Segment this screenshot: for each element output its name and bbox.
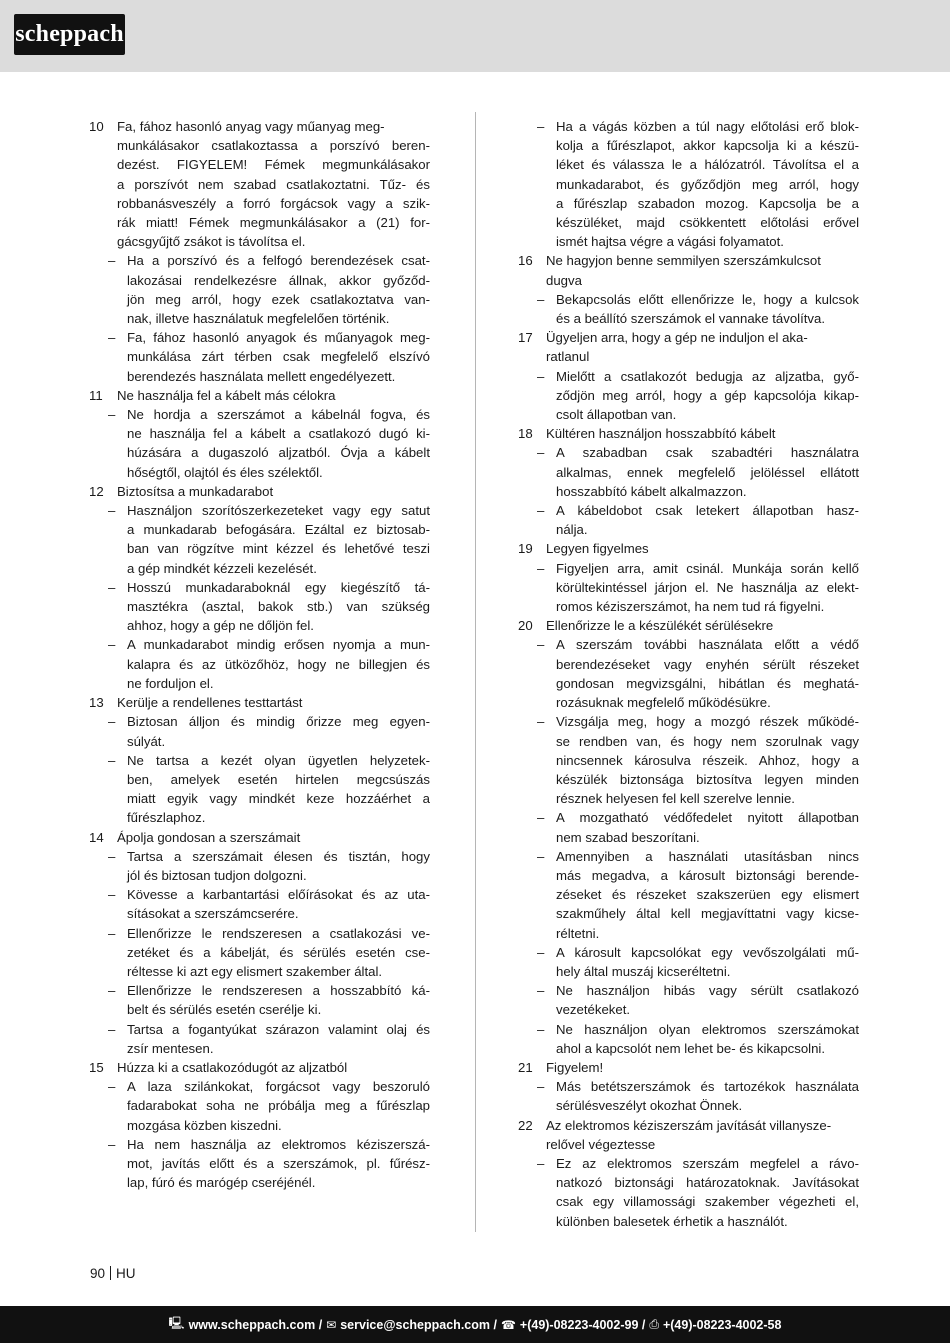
item-number: 15 (89, 1059, 104, 1075)
sub-point-line: romos kéziszerszámot, ha nem tud rá figyelni. (556, 599, 825, 615)
sub-point-line: nincsennek károsulva részeik. Ahhoz, hogy a (556, 752, 859, 768)
sub-point-line: Ha a porszívó és a felfogó berendezések csat- (127, 253, 430, 269)
dash-bullet: – (108, 637, 116, 653)
contact-footer (0, 1306, 950, 1343)
sub-point-line: belt és sérülés esetén cserélje ki. (127, 1002, 322, 1018)
sub-point-line: munkadarabot, és győződjön meg arról, hogy (556, 176, 859, 192)
sub-point-line: és a beállító szerszámok el vannake távolítva. (556, 311, 826, 327)
sub-point-line: alkalmas, ennek megfelelő jelöléssel ellátott (556, 464, 859, 480)
sub-point-line: húzására a dugaszoló aljzatból. Óvja a kábelt (127, 445, 430, 461)
dash-bullet: – (537, 848, 545, 864)
safety-item (518, 117, 859, 251)
item-heading-text: Ügyeljen arra, hogy a gép ne induljon el aka- (546, 330, 808, 346)
page-number-area (90, 1265, 136, 1283)
sub-point-line: készüléket, majd csökkentett előtolási erővel (556, 215, 859, 231)
sub-point-text (127, 1135, 430, 1193)
dash-bullet: – (537, 560, 545, 576)
sub-point-line: Biztosan álljon és mindig őrizze meg egyen- (127, 714, 430, 730)
sub-point-line: lakozásai rendelkezésre állnak, akkor győződ- (127, 272, 430, 288)
item-heading-text: Legyen figyelmes (546, 541, 649, 557)
sub-point-line: berendezés használata mellett engedélyezett. (127, 368, 396, 384)
sub-point-line: se rendben van, és hogy nem szorulnak vagy (556, 733, 859, 749)
sub-point-line: A mozgatható védőfedelet nyitott állapotban (556, 810, 859, 826)
sub-point-line: mozgása közben kiszedni. (127, 1117, 282, 1133)
page-number: 90 (90, 1266, 106, 1281)
sub-point-line: zsír mentesen. (127, 1040, 214, 1056)
sub-point-line: ismét hajtsa végre a vágási folyamatot. (556, 234, 784, 250)
item-number: 18 (518, 426, 533, 442)
sub-point-text (556, 712, 859, 808)
sub-point-line: súlyát. (127, 733, 166, 749)
footer-phone: +(49)-08223-4002-99 / (519, 1317, 646, 1332)
item-heading-text: Ellenőrizze le a készülékét sérülésekre (546, 618, 774, 634)
sub-point (89, 1077, 430, 1135)
sub-point (89, 251, 430, 328)
sub-point-line: Ne hordja a szerszámot a kábelnál fogva, és (127, 407, 430, 423)
sub-point-line: gondosan megvizsgálni, hibátlan és meghatá- (556, 675, 859, 691)
sub-point-text (556, 290, 859, 328)
item-heading-line (518, 424, 859, 443)
safety-item (518, 539, 859, 616)
sub-point (89, 501, 430, 578)
dash-bullet: – (108, 925, 116, 941)
sub-point-line: fadarabokat soha ne próbálja meg a fűrészlap (127, 1098, 430, 1114)
sub-point-text (127, 924, 430, 982)
sub-point (518, 1020, 859, 1058)
language-code: HU (116, 1266, 136, 1281)
sub-point (89, 1135, 430, 1193)
sub-point-line: Ha a vágás közben a túl nagy előtolási erő blok- (556, 119, 859, 134)
safety-item (518, 1116, 859, 1231)
item-number: 19 (518, 541, 533, 557)
sub-point-line: vezetékeket. (556, 1002, 631, 1018)
item-continuation-line: rák miatt! Fémek megmunkálásakor a (21) for- (117, 215, 430, 231)
sub-point-line: ahol a kapcsolót nem lehet be- és kikapcsolni. (556, 1040, 826, 1056)
sub-point-text (127, 251, 430, 328)
safety-item (89, 386, 430, 482)
sub-point (518, 1077, 859, 1115)
sub-point-line: más megadva, a károsult biztonsági berende- (556, 867, 859, 883)
phone-icon: ☎ (500, 1317, 516, 1332)
dash-bullet: – (108, 253, 116, 269)
item-heading-line (518, 1058, 859, 1077)
dash-bullet: – (108, 714, 116, 730)
sub-point (89, 405, 430, 482)
sub-point-text (556, 943, 859, 981)
sub-point (89, 712, 430, 750)
sub-point-line: munkálása zárt térben csak megfelelő elszívó (127, 349, 430, 365)
sub-point-line: ne forduljon el. (127, 675, 214, 691)
sub-point-line: Bekapcsolás előtt ellenőrizze le, hogy a kulcsok (556, 291, 859, 307)
item-heading-text: Húzza ki a csatlakozódugót az aljzatból (117, 1059, 348, 1075)
sub-point-line: A károsult kapcsolókat egy vevőszolgálati mű- (556, 944, 859, 960)
item-heading-line (89, 1058, 430, 1077)
sub-point-text (556, 981, 859, 1019)
sub-point-text (127, 405, 430, 482)
monitor-icon: 🖳 (168, 1316, 185, 1330)
sub-point (518, 808, 859, 846)
safety-item (89, 482, 430, 693)
item-continuation-line: munkálásakor csatlakoztassa a porszívó beren- (117, 138, 430, 154)
sub-point-text (127, 885, 430, 923)
sub-point (518, 290, 859, 328)
dash-bullet: – (108, 407, 116, 423)
fax-icon: ⎙ (649, 1317, 659, 1331)
dash-bullet: – (108, 503, 116, 519)
item-heading-text: Ápolja gondosan a szerszámait (117, 829, 301, 845)
sub-point-text (556, 1077, 859, 1115)
sub-point (518, 943, 859, 981)
sub-point-line: Figyeljen arra, amit csinál. Munkája során kellő (556, 560, 859, 576)
header-band (0, 0, 950, 72)
sub-point-line: különben balesetek érhetik a használót. (556, 1213, 788, 1229)
item-heading-text: Kerülje a rendellenes testtartást (117, 695, 303, 711)
item-continuation-line: ratlanul (546, 349, 590, 365)
dash-bullet: – (108, 579, 116, 595)
dash-bullet: – (108, 1079, 116, 1095)
sub-point-line: ben, amelyek esetén hirtelen megcsúszás (127, 771, 430, 787)
dash-bullet: – (537, 368, 545, 384)
sub-point-text (556, 367, 859, 425)
dash-bullet: – (537, 445, 545, 461)
sub-point-line: Tartsa a fogantyúkat szárazon valamint olaj és (127, 1021, 430, 1037)
sub-point-line: Vizsgálja meg, hogy a mozgó részek működé- (556, 714, 859, 730)
sub-point (89, 1020, 430, 1058)
safety-item (89, 693, 430, 827)
item-continuation-line: dugva (546, 272, 582, 288)
dash-bullet: – (108, 1136, 116, 1152)
item-continuation-line: relővel végeztesse (546, 1136, 656, 1152)
sub-point (518, 443, 859, 501)
sub-point-line: ban van rögzítve mint kézzel és lehetővé teszi (127, 541, 430, 557)
scheppach-logo: scheppach (14, 14, 125, 55)
item-number: 11 (89, 387, 103, 403)
sub-point-line: A laza szilánkokat, forgácsot vagy beszoruló (127, 1079, 430, 1095)
item-number: 12 (89, 483, 104, 499)
sub-point-line: a munkadarab befogására. Ezáltal ez biztosab- (127, 522, 430, 538)
footer-fax: +(49)-08223-4002-58 (662, 1317, 782, 1332)
sub-point-line: fűrészlaphoz. (127, 810, 206, 826)
sub-point (89, 924, 430, 982)
sub-point-line: nak, illetve használatuk megfelelően történik. (127, 311, 390, 327)
sub-point-text (556, 635, 859, 712)
item-heading-line (518, 328, 859, 347)
sub-point-line: A szabadban csak szabadtéri használatra (556, 445, 859, 461)
sub-point-line: a gép mindkét kézzeli kezelését. (127, 560, 317, 576)
sub-point-text (556, 1020, 859, 1058)
sub-point-text (127, 981, 430, 1019)
sub-point-line: Kövesse a karbantartási előírásokat és az uta- (127, 887, 430, 903)
sub-point-line: A kábeldobot csak letekert állapotban hasz- (556, 503, 859, 519)
sub-point-text (556, 501, 859, 539)
sub-point-line: szakműhely által kell megjavíttatni vagy kicse- (556, 906, 859, 922)
dash-bullet: – (537, 503, 545, 519)
dash-bullet: – (537, 637, 545, 653)
right-column (518, 117, 859, 1231)
sub-point-line: natkozó biztonsági határozatoknak. Javításokat (556, 1175, 859, 1191)
dash-bullet: – (537, 983, 545, 999)
dash-bullet: – (108, 983, 116, 999)
item-heading-line (89, 386, 430, 405)
item-number: 14 (89, 829, 104, 845)
sub-point-line: nálja. (556, 522, 588, 538)
item-number: 10 (89, 119, 104, 134)
sub-point-line: zéseket és részeket szakszerüen egy elismert (556, 887, 859, 903)
dash-bullet: – (537, 1079, 545, 1095)
sub-point (89, 885, 430, 923)
sub-point-line: Ne tartsa a kezét olyan ügyetlen helyzetek- (127, 752, 430, 768)
sub-point-line: masztékra (asztal, bakok stb.) van szükség (127, 599, 430, 615)
sub-point (89, 751, 430, 828)
sub-point-line: Fa, fához hasonló anyagok és műanyagok meg- (127, 330, 430, 346)
sub-point-line: lap, fúró és marógép cseréjénél. (127, 1175, 316, 1191)
item-heading-line (518, 251, 859, 270)
sub-point-line: Ha nem használja az elektromos kéziszerszá- (127, 1136, 430, 1152)
sub-point-line: hőségtől, olajtól és éles szélektől. (127, 464, 323, 480)
sub-point-line: résznek helyesen fel kell szerelve lennie. (556, 791, 795, 807)
dash-bullet: – (537, 944, 545, 960)
item-heading-text: Ne használja fel a kábelt más célokra (117, 387, 336, 403)
sub-point-text (556, 1154, 859, 1231)
sub-point (518, 117, 859, 251)
sub-point-text (127, 847, 430, 885)
sub-point-text (556, 117, 859, 251)
sub-point (518, 501, 859, 539)
dash-bullet: – (537, 714, 545, 730)
item-heading-text: Biztosítsa a munkadarabot (117, 483, 274, 499)
item-heading-line (89, 117, 430, 136)
sub-point-line: hely által muszáj kicseréltetni. (556, 963, 731, 979)
sub-point-text (127, 635, 430, 693)
sub-point (518, 635, 859, 712)
item-heading-line (518, 1116, 859, 1135)
sub-point-line: kolja a fűrészlapot, akkor kapcsolja ki a készü- (556, 138, 859, 154)
sub-point-line: a fűrészlap szabadon mozog. Kapcsolja be a (556, 195, 859, 211)
sub-point-line: miatt egyik vagy mindkét keze hozzáérhet a (127, 791, 430, 807)
sub-point-line: Más betétszerszámok és tartozékok használata (556, 1079, 859, 1095)
sub-point-line: mot, javítás előtt és a szerszámok, pl. fűrész- (127, 1155, 430, 1171)
item-heading-line (89, 828, 430, 847)
sub-point-line: zetéket és a kábelját, és sérülés esetén cse- (127, 944, 430, 960)
sub-point (89, 635, 430, 693)
sub-point-line: körültekintéssel járjon el. Ne használja az elekt- (556, 579, 859, 595)
dash-bullet: – (108, 848, 116, 864)
footer-website[interactable]: www.scheppach.com / (188, 1317, 323, 1332)
dash-bullet: – (537, 1155, 545, 1171)
envelope-icon: ✉ (326, 1317, 337, 1332)
sub-point (518, 1154, 859, 1231)
item-heading-line (518, 539, 859, 558)
sub-point (518, 847, 859, 943)
sub-point (518, 981, 859, 1019)
sub-point-line: Ez az elektromos szerszám megfelel a rávo- (556, 1155, 859, 1171)
sub-point-line: csolt állapotban van. (556, 407, 677, 423)
item-continuation-line: a porszívót nem szabad csatlakoztatni. Tűz- és (117, 176, 430, 192)
safety-item (89, 1058, 430, 1192)
sub-point-line: ződjön meg arról, hogy a gép kapcsolója kikap- (556, 387, 859, 403)
sub-point-line: sításokat a szerszámcserére. (127, 906, 299, 922)
safety-item (518, 616, 859, 1058)
sub-point-line: Amennyiben a használati utasításban nincs (556, 848, 859, 864)
sub-point-line: ahhoz, hogy a gép ne dőljön fel. (127, 618, 314, 634)
sub-point-line: Tartsa a szerszámait élesen és tisztán, hogy (127, 848, 430, 864)
sub-point-line: léket és válassza le a hálózatról. Távolítsa el a (556, 157, 859, 173)
dash-bullet: – (537, 291, 545, 307)
sub-point-line: réltesse ki azt egy elismert szakember által. (127, 963, 383, 979)
sub-point-text (127, 501, 430, 578)
dash-bullet: – (108, 887, 116, 903)
sub-point-line: készülék biztonsága biztosítva legyen minden (556, 771, 859, 787)
sub-point-text (127, 1020, 430, 1058)
sub-point-text (556, 808, 859, 846)
sub-point-line: rozásuknak megfelelő működésükre. (556, 695, 771, 711)
item-heading-text: Fa, fához hasonló anyag vagy műanyag meg- (117, 119, 385, 134)
sub-point (89, 981, 430, 1019)
safety-item (518, 251, 859, 328)
sub-point-text (127, 712, 430, 750)
sub-point (518, 712, 859, 808)
dash-bullet: – (537, 119, 545, 134)
sub-point-text (127, 751, 430, 828)
item-heading-text: Figyelem! (546, 1059, 604, 1075)
dash-bullet: – (537, 810, 545, 826)
sub-point-line: hosszabbító kábelt alkalmazzon. (556, 483, 747, 499)
footer-email[interactable]: service@scheppach.com / (340, 1317, 497, 1332)
safety-item (518, 424, 859, 539)
sub-point-line: jól és biztosan tudjon dolgozni. (127, 867, 307, 883)
item-heading-line (89, 693, 430, 712)
sub-point-line: berendezéseket vagy enyhén sérült részeket (556, 656, 859, 672)
sub-point-line: sérülésveszélyt okozhat Önnek. (556, 1098, 743, 1114)
page-number-separator (110, 1266, 111, 1280)
sub-point-line: Ellenőrizze le rendszeresen a hosszabbító ká- (127, 983, 430, 999)
sub-point (518, 559, 859, 617)
sub-point-text (556, 443, 859, 501)
sub-point (89, 578, 430, 636)
sub-point-line: Mielőtt a csatlakozót bedugja az aljzatba, győ- (556, 368, 859, 384)
item-continuation-line: robbanásveszély a forró forgácsok vagy a szik- (117, 195, 430, 211)
item-number: 16 (518, 253, 533, 269)
left-column (89, 117, 430, 1192)
dash-bullet: – (108, 1021, 116, 1037)
sub-point-line: Ne használjon hibás vagy sérült csatlakozó (556, 983, 859, 999)
sub-point-line: A munkadarabot mindig erősen nyomja a mun- (127, 637, 430, 653)
item-continuation-line: dezést. FIGYELEM! Fémek megmunkálásakor (117, 157, 430, 173)
safety-item (89, 117, 430, 386)
sub-point-line: Ne használjon olyan elektromos szerszámokat (556, 1021, 859, 1037)
sub-point-line: Hosszú munkadaraboknál egy kiegészítő tá- (127, 579, 430, 595)
sub-point-line: jön meg arról, hogy ezek csatlakoztatva van- (127, 291, 430, 307)
item-heading-text: Kültéren használjon hosszabbító kábelt (546, 426, 776, 442)
sub-point (89, 847, 430, 885)
item-heading-text: Az elektromos kéziszerszám javítását villanysze- (546, 1117, 832, 1133)
sub-point-text (127, 328, 430, 386)
sub-point-text (556, 847, 859, 943)
sub-point-line: ne használja fel a kábelt a csatlakozó dugó ki- (127, 426, 430, 442)
item-number: 20 (518, 618, 533, 634)
sub-point-line: csak egy villamossági szakember végezheti el, (556, 1194, 859, 1210)
safety-item (89, 828, 430, 1058)
item-number: 21 (518, 1059, 533, 1075)
sub-point-text (556, 559, 859, 617)
sub-point (518, 367, 859, 425)
dash-bullet: – (537, 1021, 545, 1037)
item-continuation-line: gácsgyűjtő zsákot is távolítsa el. (117, 234, 306, 250)
dash-bullet: – (108, 330, 116, 346)
sub-point-text (127, 578, 430, 636)
safety-item (518, 1058, 859, 1116)
item-heading-line (89, 482, 430, 501)
item-number: 17 (518, 330, 533, 346)
sub-point-line: nem szabad beszorítani. (556, 829, 700, 845)
sub-point (89, 328, 430, 386)
item-number: 13 (89, 695, 104, 711)
sub-point-line: kalapra és az ütközőhöz, hogy ne billegjen és (127, 656, 430, 672)
safety-item (518, 328, 859, 424)
dash-bullet: – (108, 752, 116, 768)
item-number: 22 (518, 1117, 533, 1133)
sub-point-line: réltetni. (556, 925, 600, 941)
item-heading-text: Ne hagyjon benne semmilyen szerszámkulcsot (546, 253, 821, 269)
column-divider (475, 112, 476, 1232)
sub-point-text (127, 1077, 430, 1135)
sub-point-line: Ellenőrizze le rendszeresen a csatlakozási ve- (127, 925, 430, 941)
sub-point-line: Használjon szorítószerkezeteket vagy egy satut (127, 503, 430, 519)
item-heading-line (518, 616, 859, 635)
sub-point-line: A szerszám további használata előtt a védő (556, 637, 859, 653)
